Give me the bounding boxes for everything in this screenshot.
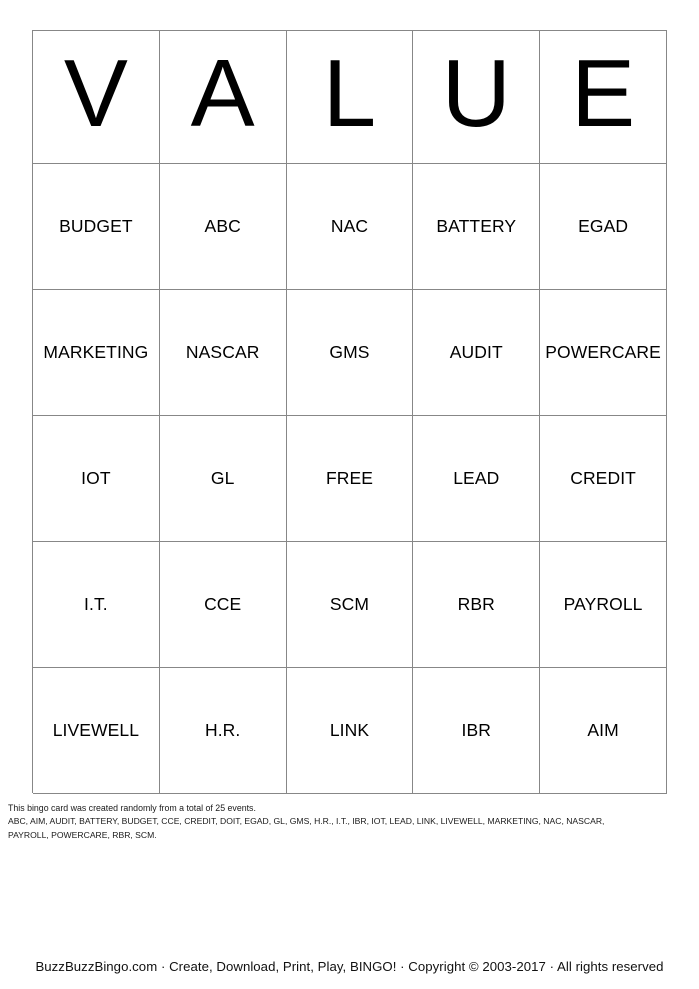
bingo-cell[interactable]: NASCAR <box>160 290 287 416</box>
bingo-header-letter-2: L <box>287 31 414 164</box>
bingo-cell[interactable]: AIM <box>540 668 667 794</box>
bingo-cell[interactable]: CREDIT <box>540 416 667 542</box>
bingo-header-letter-0: V <box>33 31 160 164</box>
bingo-row <box>33 668 667 794</box>
bingo-cell[interactable]: LIVEWELL <box>33 668 160 794</box>
bingo-row <box>33 290 667 416</box>
bingo-card <box>32 30 667 793</box>
bingo-header-letter-4: E <box>540 31 667 164</box>
card-notes <box>8 801 691 843</box>
bingo-header-row <box>33 31 667 164</box>
bingo-cell[interactable]: BATTERY <box>413 164 540 290</box>
page-footer: BuzzBuzzBingo.com · Create, Download, Print, Play, BINGO! · Copyright © 2003-2017 · All rights reserved <box>35 959 664 974</box>
bingo-cell[interactable]: GMS <box>287 290 414 416</box>
bingo-cell[interactable]: SCM <box>287 542 414 668</box>
bingo-header-letter-1: A <box>160 31 287 164</box>
bingo-cell[interactable]: BUDGET <box>33 164 160 290</box>
bingo-cell-free[interactable]: FREE <box>287 416 414 542</box>
bingo-cell[interactable]: NAC <box>287 164 414 290</box>
bingo-header-letter-3: U <box>413 31 540 164</box>
bingo-cell[interactable]: IBR <box>413 668 540 794</box>
bingo-cell[interactable]: I.T. <box>33 542 160 668</box>
bingo-cell[interactable]: IOT <box>33 416 160 542</box>
bingo-row <box>33 164 667 290</box>
notes-summary-line: This bingo card was created randomly from a total of 25 events. <box>8 803 256 813</box>
bingo-cell[interactable]: H.R. <box>160 668 287 794</box>
bingo-cell[interactable]: RBR <box>413 542 540 668</box>
bingo-cell[interactable]: POWERCARE <box>540 290 667 416</box>
bingo-cell[interactable]: AUDIT <box>413 290 540 416</box>
bingo-cell[interactable]: MARKETING <box>33 290 160 416</box>
bingo-cell[interactable]: ABC <box>160 164 287 290</box>
bingo-row <box>33 416 667 542</box>
bingo-cell[interactable]: CCE <box>160 542 287 668</box>
bingo-cell[interactable]: GL <box>160 416 287 542</box>
bingo-cell[interactable]: EGAD <box>540 164 667 290</box>
notes-word-list-line-2: PAYROLL, POWERCARE, RBR, SCM. <box>8 830 157 841</box>
bingo-cell[interactable]: LINK <box>287 668 414 794</box>
bingo-cell[interactable]: LEAD <box>413 416 540 542</box>
bingo-row <box>33 542 667 668</box>
notes-word-list-line-1: ABC, AIM, AUDIT, BATTERY, BUDGET, CCE, CREDIT, DOIT, EGAD, GL, GMS, H.R., I.T., IBR, IOT, LEAD, LINK, LIVEWELL, MARKETING, NAC, NASCAR, <box>8 816 605 827</box>
bingo-cell[interactable]: PAYROLL <box>540 542 667 668</box>
